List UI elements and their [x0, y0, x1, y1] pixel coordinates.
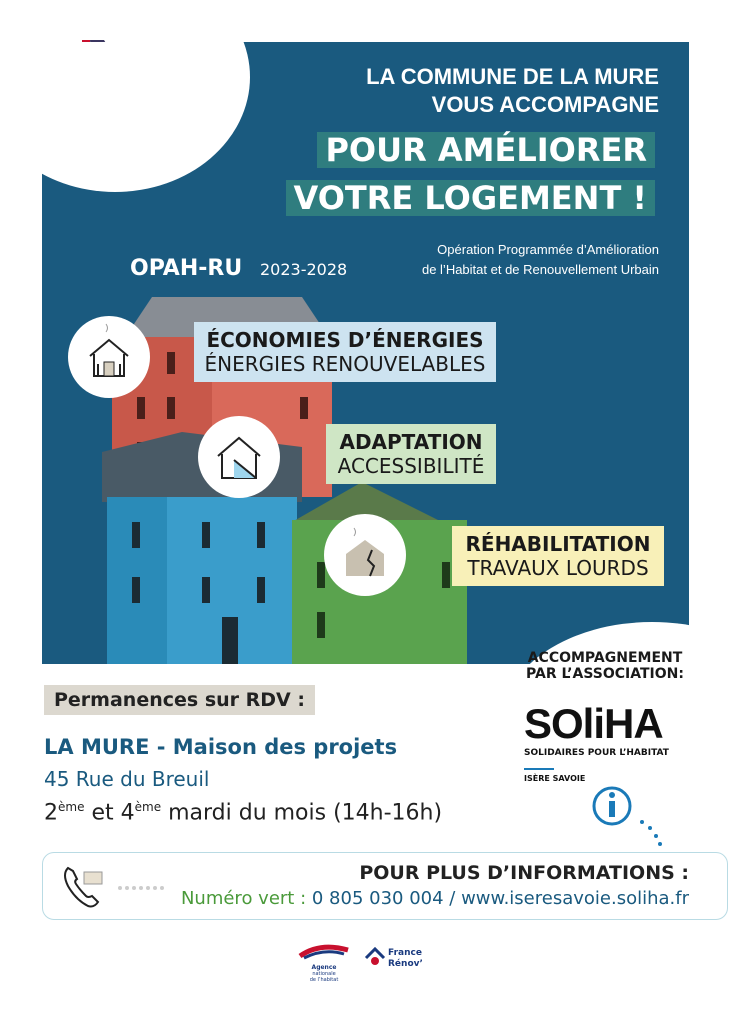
program-desc-1: Opération Programmée d’Amélioration — [437, 242, 659, 257]
program-years: 2023-2028 — [260, 260, 348, 279]
association-block — [510, 650, 700, 682]
house-energy-icon — [68, 316, 150, 398]
anah-line-3: de l’habitat — [309, 977, 339, 983]
anah-line-2: nationale — [312, 971, 336, 977]
main-panel — [42, 42, 689, 664]
headline-highlight-1: POUR AMÉLIORER — [317, 132, 655, 168]
schedule-n1: 2 — [44, 800, 58, 826]
association-label-1: ACCOMPAGNEMENT — [527, 650, 683, 666]
headline-highlight-2: VOTRE LOGEMENT ! — [286, 180, 656, 216]
permanence-address: 45 Rue du Breuil — [44, 767, 210, 791]
permanence-schedule — [44, 800, 442, 825]
schedule-and: et 4 — [84, 800, 135, 826]
france-renov-text-2: Rénov’ — [388, 959, 423, 969]
theme-adaptation-title: ADAPTATION — [339, 430, 483, 454]
house-ramp-icon — [198, 416, 280, 498]
info-title: POUR PLUS D’INFORMATIONS : — [359, 862, 689, 884]
association-label-2: PAR L’ASSOCIATION: — [526, 666, 684, 682]
house-crack-icon — [324, 514, 406, 596]
theme-rehab — [452, 526, 664, 586]
theme-adaptation-subtitle: ACCESSIBILITÉ — [337, 454, 485, 478]
info-icon — [592, 786, 632, 826]
phone-mail-icon — [60, 862, 170, 916]
schedule-sup1: ème — [58, 800, 85, 814]
soliha-tagline: SOLIDAIRES POUR L’HABITAT — [524, 748, 669, 758]
theme-energy-subtitle: ÉNERGIES RENOUVELABLES — [204, 352, 486, 376]
header-line-2: VOUS ACCOMPAGNE — [431, 92, 659, 117]
theme-energy — [194, 322, 496, 382]
theme-energy-title: ÉCONOMIES D’ÉNERGIES — [206, 328, 484, 352]
anah-logo — [296, 940, 352, 984]
soliha-divider — [524, 768, 554, 770]
schedule-sup2: ème — [134, 800, 162, 814]
program-name: OPAH-RU — [130, 256, 243, 281]
phone-label: Numéro vert : — [180, 888, 307, 909]
header-line-1: LA COMMUNE DE LA MURE — [366, 64, 659, 89]
france-renov-text: France — [388, 948, 422, 958]
permanence-label: Permanences sur RDV : — [44, 685, 315, 715]
soliha-region: ISÈRE SAVOIE — [524, 774, 586, 783]
program-desc-2: de l’Habitat et de Renouvellement Urbain — [421, 262, 659, 277]
info-contact — [181, 888, 689, 909]
france-renov-logo — [364, 946, 444, 982]
theme-adaptation — [326, 424, 496, 484]
theme-rehab-subtitle: TRAVAUX LOURDS — [467, 556, 649, 580]
phone-value: 0 805 030 004 / www.iseresavoie.soliha.fr — [306, 888, 689, 909]
permanence-place: LA MURE - Maison des projets — [44, 735, 398, 759]
schedule-rest: mardi du mois (14h-16h) — [161, 800, 443, 826]
anah-line-1: Agence — [311, 964, 337, 971]
soliha-brand: SOliHA — [524, 700, 663, 747]
theme-rehab-title: RÉHABILITATION — [465, 532, 651, 556]
corner-curve — [42, 42, 250, 192]
soliha-logo — [524, 700, 694, 783]
